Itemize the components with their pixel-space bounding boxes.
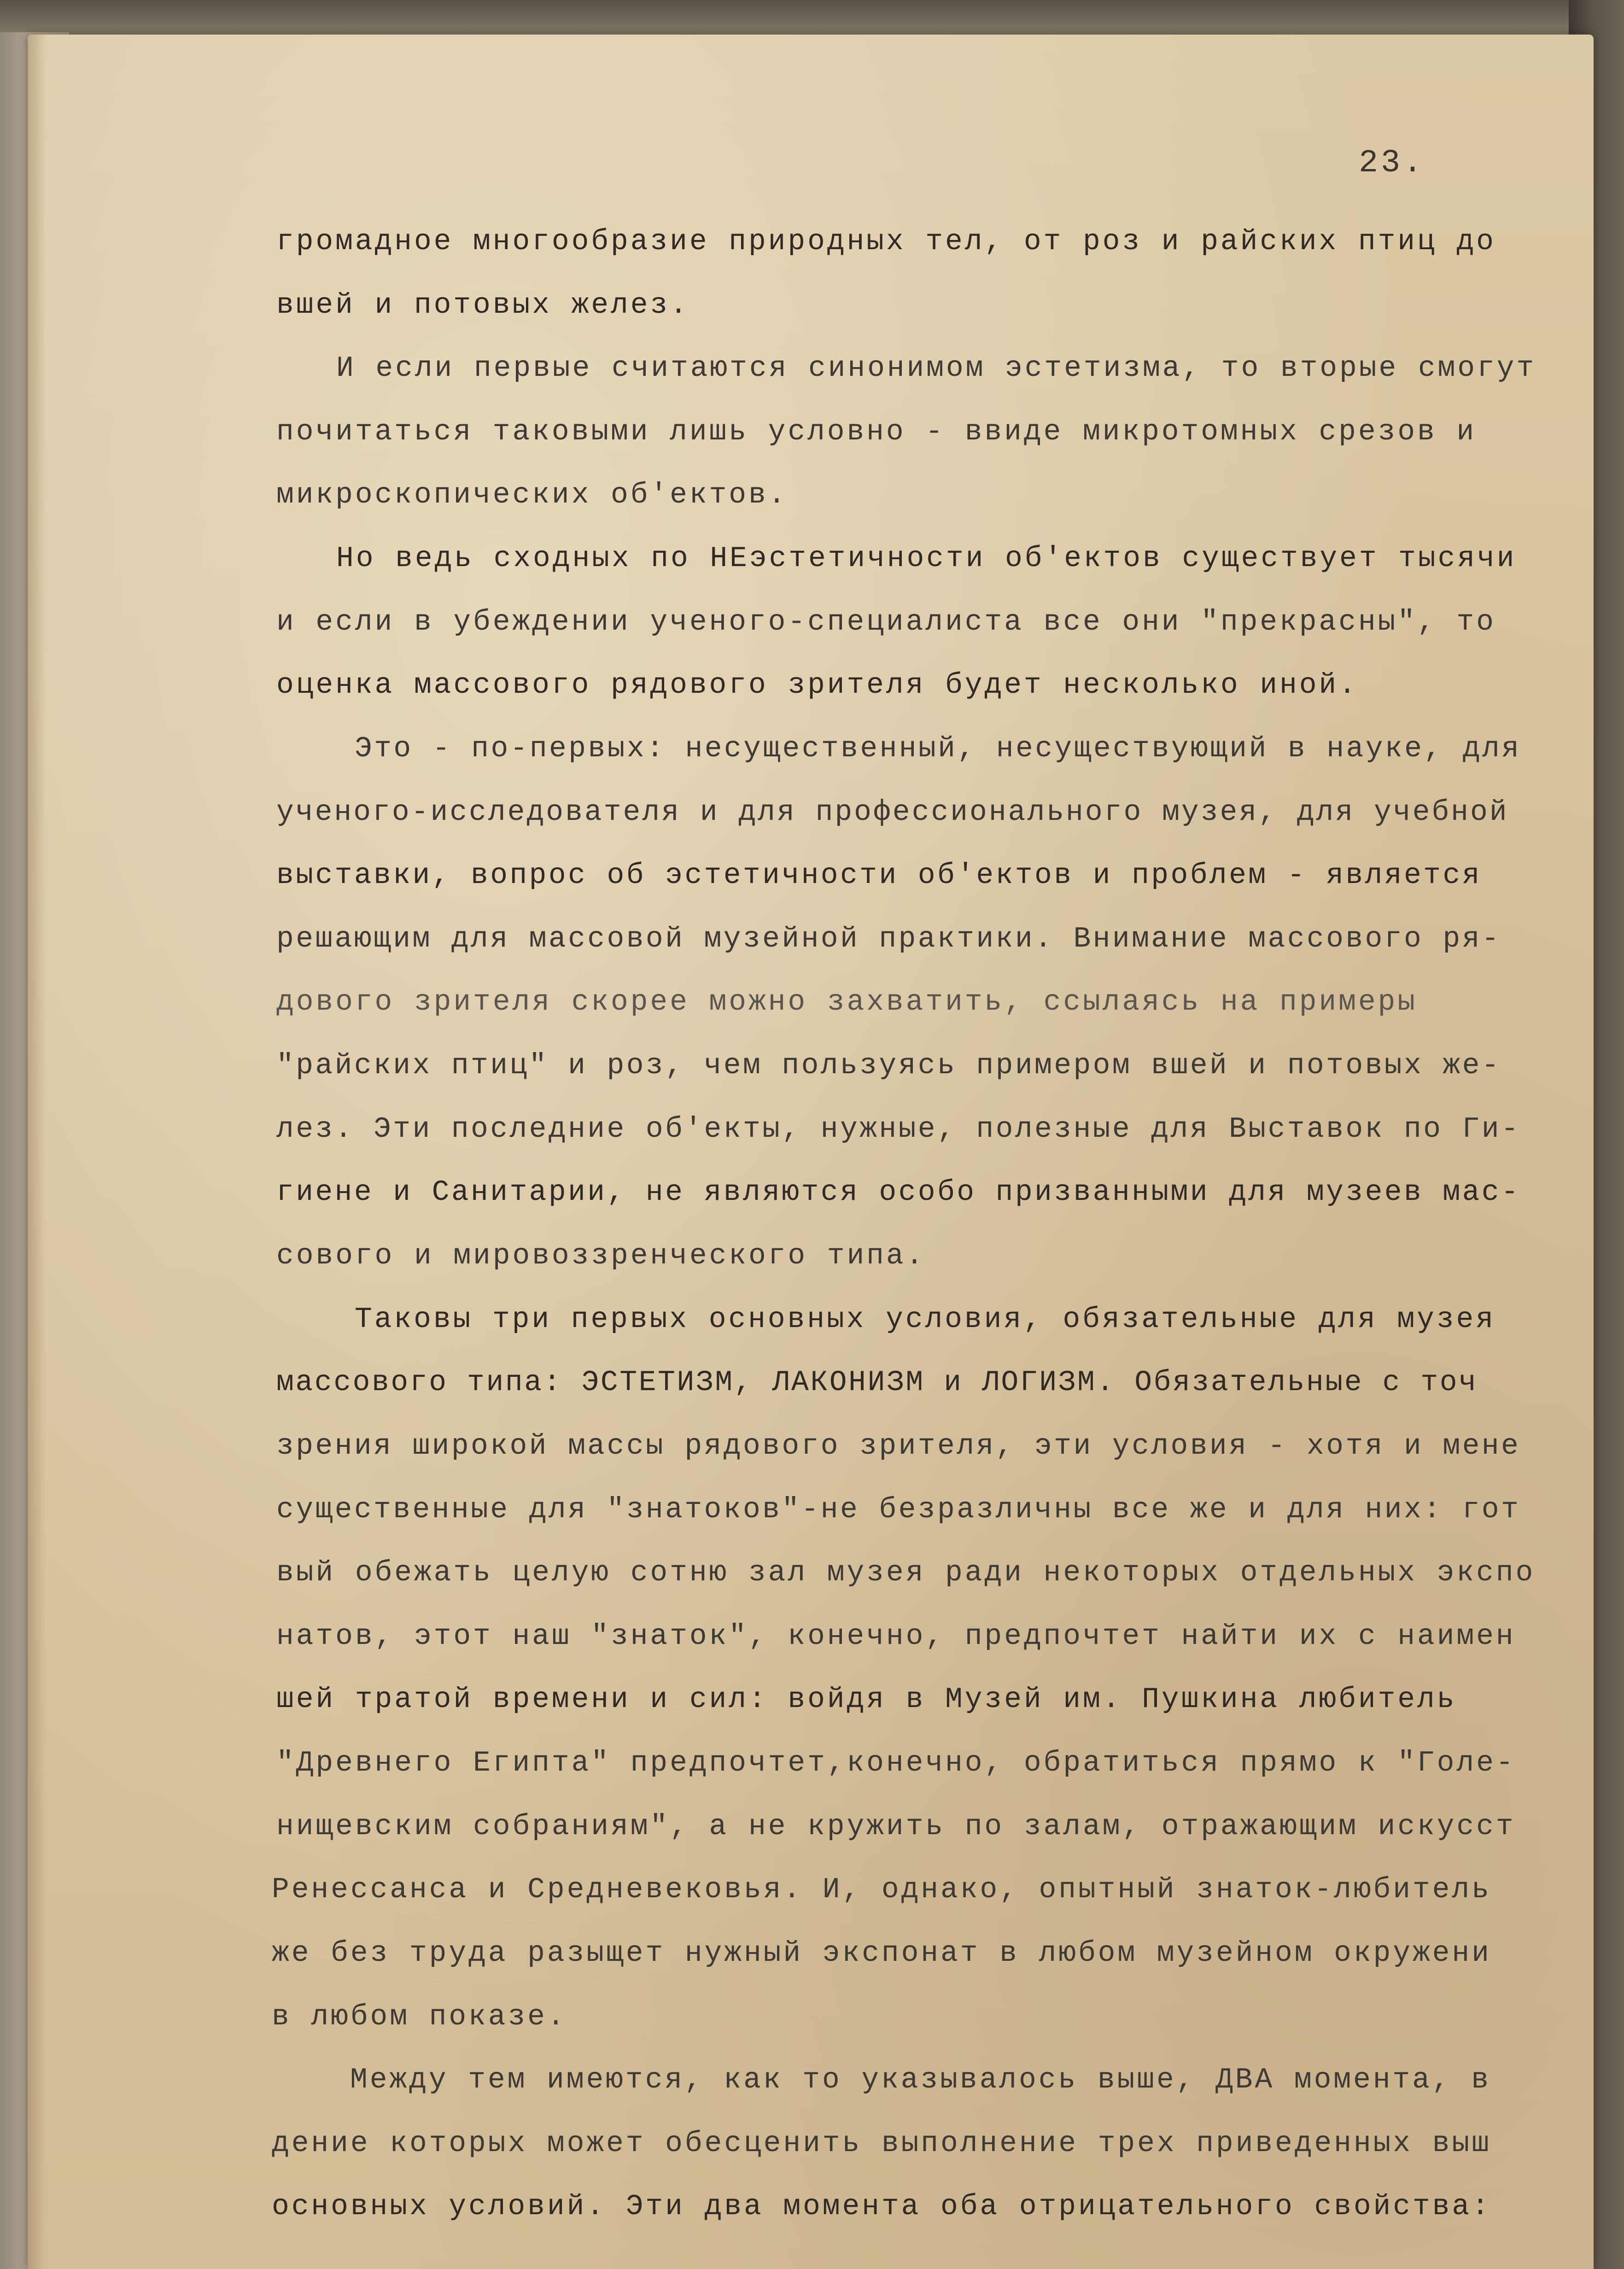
text-line: зрения широкой массы рядового зрителя, эти условия - хотя и мене <box>276 1430 1521 1462</box>
text-line: дового зрителя скорее можно захватить, ссылаясь на примеры <box>276 986 1417 1018</box>
text-line: нищевским собраниям", а не кружить по залам, отражающим искусст <box>276 1810 1516 1843</box>
text-line: существенные для "знатоков"-не безразличны все же и для них: гот <box>276 1493 1521 1526</box>
text-line: дение которых может обесценить выполнение трех приведенных выш <box>272 2127 1491 2160</box>
text-line: массового типа: ЭСТЕТИЗМ, ЛАКОНИЗМ и ЛОГИЗМ. Обязательные с точ <box>276 1366 1478 1399</box>
page-number: 23. <box>1359 145 1425 181</box>
text-line: сового и мировоззренческого типа. <box>276 1240 926 1272</box>
text-line: натов, этот наш "знаток", конечно, предпочтет найти их с наимен <box>276 1620 1516 1653</box>
text-line: основных условий. Эти два момента оба отрицательного свойства: <box>272 2190 1491 2223</box>
text-line: Таковы три первых основных условия, обязательные для музея <box>355 1303 1495 1336</box>
text-line: "Древнего Египта" предпочтет,конечно, обратиться прямо к "Голе- <box>276 1747 1516 1779</box>
text-line: и если в убеждении ученого-специалиста все они "прекрасны", то <box>276 606 1496 638</box>
text-line: оценка массового рядового зрителя будет несколько иной. <box>276 669 1358 702</box>
text-line: Между тем имеются, как то указывалось выше, ДВА момента, в <box>350 2064 1491 2096</box>
text-line: Но ведь сходных по НЕэстетичности об'ектов существует тысячи <box>336 542 1517 575</box>
text-line: гиене и Санитарии, не являются особо призванными для музеев мас- <box>276 1176 1521 1209</box>
text-line: вый обежать целую сотню зал музея ради некоторых отдельных экспо <box>276 1556 1536 1589</box>
text-line: ученого-исследователя и для профессионального музея, для учебной <box>276 796 1509 829</box>
text-line: микроскопических об'ектов. <box>276 479 788 511</box>
text-line: Это - по-первых: несущественный, несуществующий в науке, для <box>355 732 1521 765</box>
typewritten-page <box>28 35 1594 2269</box>
text-line: громадное многообразие природных тел, от роз и райских птиц до <box>276 225 1496 258</box>
text-line: "райских птиц" и роз, чем пользуясь примером вшей и потовых же- <box>276 1049 1501 1082</box>
text-line: лез. Эти последние об'екты, нужные, полезные для Выставок по Ги- <box>276 1113 1521 1146</box>
text-line: выставки, вопрос об эстетичности об'ектов и проблем - является <box>276 859 1482 892</box>
text-line: почитаться таковыми лишь условно - ввиде микротомных срезов и <box>276 415 1477 448</box>
text-line: же без труда разыщет нужный экспонат в любом музейном окружени <box>272 1937 1491 1970</box>
text-line: в любом показе. <box>272 2000 567 2033</box>
text-line: И если первые считаются синонимом эстетизма, то вторые смогут <box>336 352 1536 385</box>
text-line: вшей и потовых желез. <box>276 289 689 322</box>
text-line: решающим для массовой музейной практики. Внимание массового ря- <box>276 923 1501 955</box>
text-line: шей тратой времени и сил: войдя в Музей им. Пушкина любитель <box>276 1683 1457 1716</box>
text-line: Ренессанса и Средневековья. И, однако, опытный знаток-любитель <box>272 1873 1491 1906</box>
